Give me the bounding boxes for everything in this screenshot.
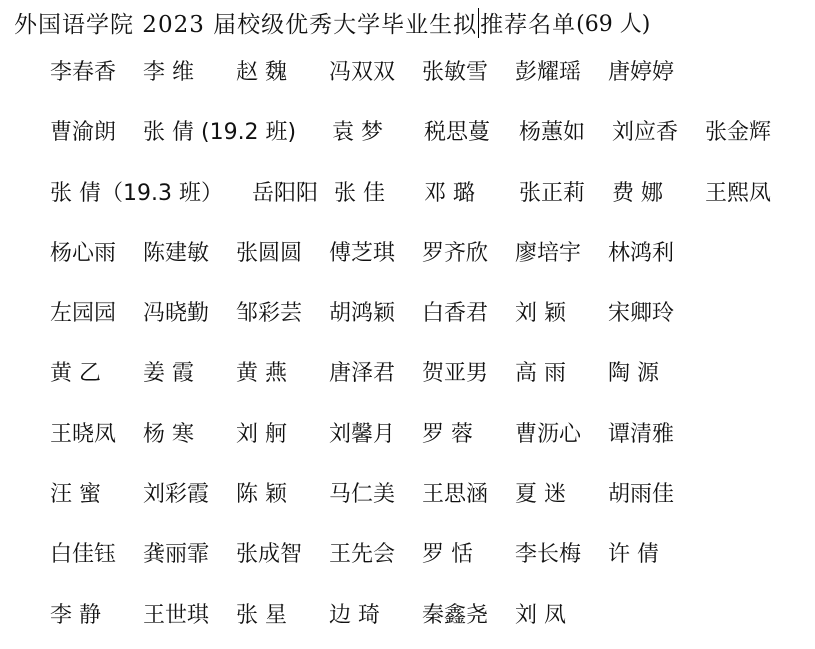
name-entry: 胡鸿颖 bbox=[329, 301, 396, 327]
name-entry: 张金辉 bbox=[705, 120, 772, 146]
name-entry: 张 倩（19.3 班） bbox=[50, 180, 223, 206]
name-entry: 张成智 bbox=[236, 542, 303, 568]
name-entry: 廖培宇 bbox=[515, 240, 582, 266]
text-cursor bbox=[478, 8, 479, 38]
title-count: (69 人) bbox=[576, 12, 651, 37]
name-entry: 刘 颖 bbox=[515, 301, 566, 327]
name-entry: 马仁美 bbox=[329, 482, 396, 508]
name-entry: 费 娜 bbox=[612, 180, 663, 206]
name-entry: 冯晓勤 bbox=[143, 301, 210, 327]
name-entry: 罗齐欣 bbox=[422, 240, 489, 266]
name-row bbox=[50, 589, 810, 649]
name-row bbox=[50, 167, 810, 227]
name-entry: 李 静 bbox=[50, 602, 101, 628]
name-entry: 黄 燕 bbox=[236, 361, 287, 387]
name-entry: 高 雨 bbox=[515, 361, 566, 387]
name-entry: 陶 源 bbox=[608, 361, 659, 387]
name-entry: 贺亚男 bbox=[422, 361, 489, 387]
name-entry: 陈建敏 bbox=[143, 240, 210, 266]
name-entry: 胡雨佳 bbox=[608, 482, 675, 508]
name-entry: 秦鑫尧 bbox=[422, 602, 489, 628]
title-tail-text: 推荐名单 bbox=[480, 12, 577, 38]
name-entry: 汪 蜜 bbox=[50, 482, 101, 508]
name-row bbox=[50, 468, 810, 528]
name-entry: 赵 魏 bbox=[236, 60, 287, 85]
name-entry: 张 星 bbox=[236, 602, 287, 628]
name-entry: 许 倩 bbox=[608, 542, 659, 568]
name-entry: 唐婷婷 bbox=[608, 60, 675, 85]
name-entry: 罗 恬 bbox=[422, 542, 473, 568]
name-row bbox=[50, 227, 810, 287]
name-entry: 林鸿利 bbox=[608, 240, 675, 266]
name-entry: 税思蔓 bbox=[424, 120, 491, 146]
name-row bbox=[50, 347, 810, 407]
name-entry: 李 维 bbox=[143, 60, 194, 85]
name-entry: 邓 璐 bbox=[424, 180, 475, 206]
name-entry: 边 琦 bbox=[329, 602, 380, 628]
name-entry: 刘 舸 bbox=[236, 421, 287, 447]
name-entry: 王晓凤 bbox=[50, 421, 117, 447]
name-row bbox=[50, 528, 810, 588]
name-entry: 张圆圆 bbox=[236, 240, 303, 266]
name-entry: 张敏雪 bbox=[422, 60, 489, 85]
name-list bbox=[50, 46, 810, 649]
name-entry: 姜 霞 bbox=[143, 361, 194, 387]
name-entry: 杨蕙如 bbox=[519, 120, 586, 146]
title-main-text: 外国语学院 2023 届校级优秀大学毕业生拟 bbox=[14, 12, 478, 38]
name-entry: 袁 梦 bbox=[332, 120, 383, 146]
name-entry: 杨 寒 bbox=[143, 421, 194, 447]
name-entry: 刘彩霞 bbox=[143, 482, 210, 508]
name-entry: 冯双双 bbox=[329, 60, 396, 85]
name-entry: 陈 颖 bbox=[236, 482, 287, 508]
name-entry: 彭耀瑶 bbox=[515, 60, 582, 85]
document-title bbox=[14, 6, 814, 40]
name-entry: 黄 乙 bbox=[50, 361, 101, 387]
name-entry: 白佳钰 bbox=[50, 542, 117, 568]
name-entry: 王先会 bbox=[329, 542, 396, 568]
name-entry: 罗 蓉 bbox=[422, 421, 473, 447]
name-entry: 龚丽霏 bbox=[143, 542, 210, 568]
name-entry: 宋卿玲 bbox=[608, 301, 675, 327]
name-entry: 李春香 bbox=[50, 60, 117, 85]
name-entry: 曹渝朗 bbox=[50, 120, 117, 146]
name-entry: 左园园 bbox=[50, 301, 117, 327]
name-row bbox=[50, 408, 810, 468]
name-row bbox=[50, 46, 810, 106]
name-entry: 夏 迷 bbox=[515, 482, 566, 508]
name-row bbox=[50, 287, 810, 347]
name-entry: 傅芝琪 bbox=[329, 240, 396, 266]
name-entry: 张 倩 (19.2 班) bbox=[143, 120, 297, 146]
name-entry: 刘应香 bbox=[612, 120, 679, 146]
name-entry: 刘馨月 bbox=[329, 421, 396, 447]
name-entry: 王思涵 bbox=[422, 482, 489, 508]
name-entry: 唐泽君 bbox=[329, 361, 396, 387]
name-entry: 岳阳阳 bbox=[252, 180, 319, 206]
name-entry: 曹沥心 bbox=[515, 421, 582, 447]
name-entry: 王世琪 bbox=[143, 602, 210, 628]
name-entry: 张 佳 bbox=[334, 180, 385, 206]
name-entry: 邹彩芸 bbox=[236, 301, 303, 327]
name-entry: 谭清雅 bbox=[608, 421, 675, 447]
name-entry: 刘 凤 bbox=[515, 602, 566, 628]
name-row bbox=[50, 106, 810, 166]
name-entry: 白香君 bbox=[422, 301, 489, 327]
name-entry: 张正莉 bbox=[519, 180, 586, 206]
name-entry: 杨心雨 bbox=[50, 240, 117, 266]
name-entry: 李长梅 bbox=[515, 542, 582, 568]
name-entry: 王熙凤 bbox=[705, 180, 772, 206]
